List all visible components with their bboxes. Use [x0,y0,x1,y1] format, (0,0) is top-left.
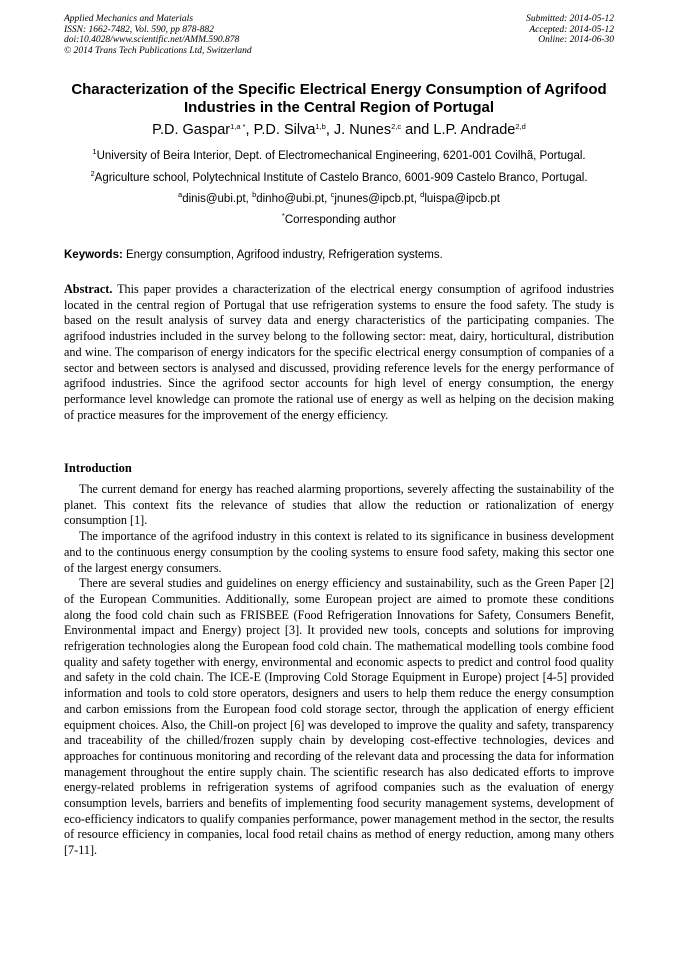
email-superscript: d [420,190,425,199]
section-heading-introduction: Introduction [64,461,132,475]
email-superscript: c [330,190,335,199]
affiliation-text: Agriculture school, Polytechnical Institute of Castelo Branco, 6001-909 Castelo Branco, Portugal. [94,172,588,184]
submitted-date: Submitted: 2014-05-12 [526,14,614,24]
affiliation-superscript: 1 [92,147,97,156]
doi-line: doi:10.4028/www.scientific.net/AMM.590.878 [64,35,240,45]
accepted-date: Accepted: 2014-05-12 [529,24,614,35]
author-name: P.D. Silva [253,122,316,138]
author-superscript: 1,a * [230,122,246,131]
email-superscript: b [252,190,257,199]
author-separator: , [325,122,334,138]
journal-name: Applied Mechanics and Materials [64,14,194,24]
corresponding-text: Corresponding author [284,214,397,226]
email-superscript: a [178,190,183,199]
email-address: luispa@ipcb.pt [424,193,500,205]
paragraph: There are several studies and guidelines on energy efficiency and sustainability, such as the Green Paper [2] of the European Communities. Additionally, some European project are aimed to promote these conditions along the food cold chain such as FRISBEE (Food Refrigeration Innovations for Safety, Consumers Benefit, Environmental impact and Energy) project [3]. It provided new tools, concepts and solutions for improving refrigeration technologies along the European food cold chain. The mathematical modelling tools combine food quality and safety together with energy, environmental and economic aspects to predict and control food quality and safety in the cold chain. The ICE-E (Improving Cold Storage Equipment in Europe) project [4-5] provided information and tools to cold store operators, designers and users to help them reduce the energy consumption and carbon emissions from the European food cold storage sector, through the application of energy efficient equipment choices. Also, the Chill-on project [6] was developed to improve the quality and safety, transparency and traceability of the chilled/frozen supply chain by developing cost-effective technologies, devices and approaches for continuous monitoring and recording of the relevant data and processing the data for information management throughout the entire supply chain. The scientific research has also dedicated efforts to improve energy-related problems in refrigeration systems of agrifood companies such as the evaluation of energy consumption levels, barriers and benefits of implementing food security management systems, development of eco-efficiency indicators to qualify companies performance, power management method in the sector, the results of resource efficiency in companies, local food retail chains as method of energy reduction, among many others [7-11]. [64,576,614,858]
corresponding-superscript: * [281,211,285,220]
introduction-body [64,482,614,859]
paragraph: The importance of the agrifood industry in this context is related to its significance in business development and to the continuous energy consumption by the cooling systems to ensure food safety, making this sector one of the largest energy consumers. [64,529,614,575]
affiliation-superscript: 2 [90,169,95,178]
issn-line: ISSN: 1662-7482, Vol. 590, pp 878-882 [64,24,214,35]
keywords-label: Keywords: [64,249,123,261]
online-date: Online: 2014-06-30 [538,35,614,45]
author-superscript: 2,d [515,122,526,131]
paragraph: The current demand for energy has reached alarming proportions, severely affecting the sustainability of the planet. This context fits the relevance of studies that allow the reduction or rationalization of energy consumption [1]. [64,482,614,528]
author-emails [64,192,614,206]
keywords-text: Energy consumption, Agrifood industry, Refrigeration systems. [122,249,443,261]
email-address: dinis@ubi.pt, [182,193,253,205]
author-name: P.D. Gaspar [152,122,231,138]
email-address: dinho@ubi.pt, [256,193,331,205]
publication-dates [526,14,614,46]
abstract [64,282,614,423]
author-name: J. Nunes [333,122,392,138]
author-superscript: 1,b [315,122,326,131]
author-separator: and [401,122,434,138]
author-separator: , [245,122,254,138]
affiliation-1 [64,149,614,163]
abstract-label: Abstract. [64,282,113,296]
paper-title: Characterization of the Specific Electrical Energy Consumption of Agrifood Industries in the Central Region of Portugal [71,81,607,116]
author-list [64,121,614,139]
abstract-text: This paper provides a characterization of the electrical energy consumption of agrifood industries located in the central region of Portugal that use refrigeration systems to ensure the food safety. The study is based on the result analysis of survey data and energy characteristics of the participating companies. The agrifood industries included in the survey belong to the following sector: meat, dairy, horticultural, distribution and wine. The comparison of energy indicators for the specific electrical energy consumption of companies of a sector and between sectors is analysed and discussed, providing reference levels for the energy performance of agrifood industries. Since the agrifood sector accounts for high level of energy consumption, the energy performance level knowledge can promote the rational use of energy as well as helping on the decision making of practice measures for the improvement of the energy efficiency. [64,282,614,422]
author-superscript: 2,c [391,122,402,131]
keywords [64,248,614,262]
email-address: jnunes@ipcb.pt, [334,193,421,205]
affiliation-text: University of Beira Interior, Dept. of Electromechanical Engineering, 6201-001 Covilhã, Portugal. [96,150,586,162]
author-name: L.P. Andrade [433,122,516,138]
journal-info [64,14,252,56]
affiliation-2 [64,171,614,185]
copyright-line: © 2014 Trans Tech Publications Ltd, Switzerland [64,45,252,56]
corresponding-author-note [64,213,614,227]
